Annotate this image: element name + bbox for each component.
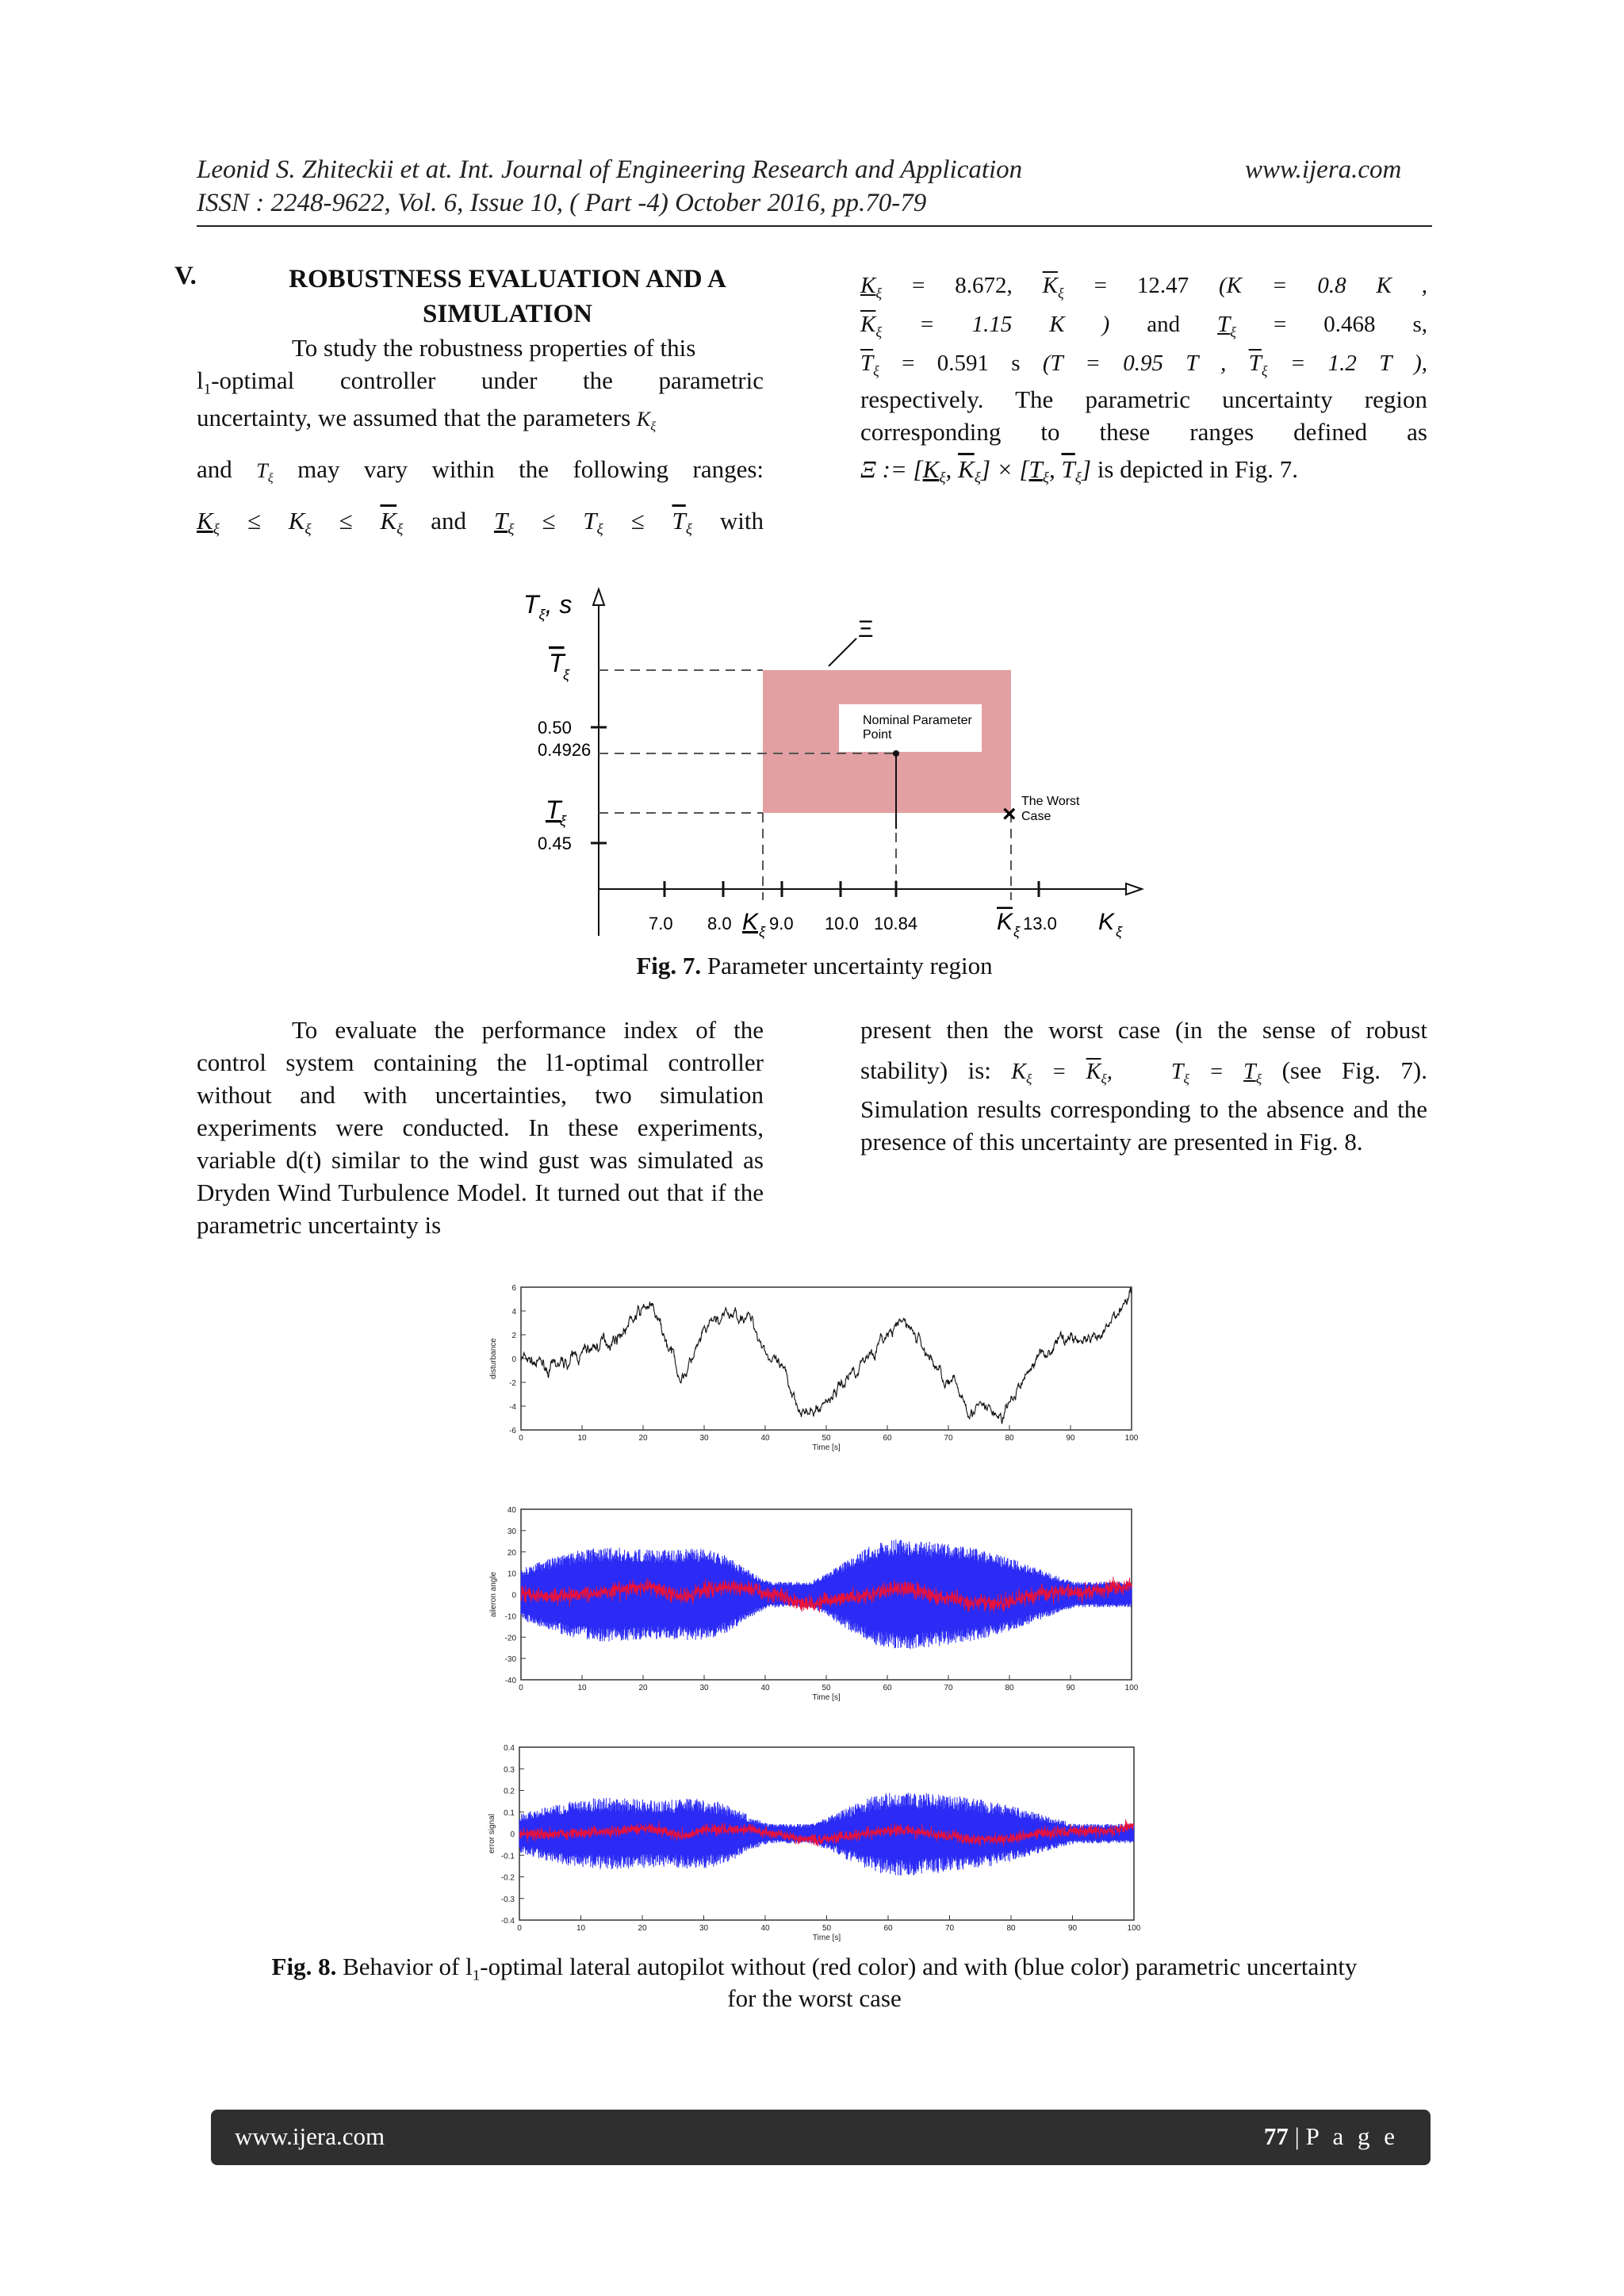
fig7-ytick-050: 0.50 — [538, 718, 572, 738]
y-tick-label: 30 — [507, 1527, 516, 1536]
r-line1: $K_\xi = 8.672$, $\overline{K}_\xi = 12.47$ (K = 0.8 K , — [860, 273, 1428, 301]
y-axis-label: aileron angle — [489, 1571, 498, 1618]
svg-text:ξ: ξ — [563, 667, 570, 683]
x-tick-label: 70 — [944, 1434, 953, 1443]
fig7-y-label: $T_\xi$, s — [523, 590, 573, 623]
x-tick-label: 10 — [577, 1434, 587, 1443]
fig7-xtick-kmax: K — [997, 909, 1013, 935]
y-tick-label: -30 — [504, 1655, 516, 1665]
y-tick-label: -20 — [504, 1634, 516, 1643]
r2-rest: Simulation results corresponding to the absence and the presence of this uncertainty are presented in Fig. 8. — [860, 1095, 1427, 1156]
y-tick-label: -10 — [504, 1612, 516, 1622]
fig7-worst-label-2: Case — [1021, 810, 1051, 823]
fig7-nominal-label-2: Point — [863, 728, 892, 742]
y-tick-label: 0.3 — [504, 1765, 515, 1775]
fig7-worst-label-1: The Worst — [1021, 795, 1080, 808]
p1-line3: uncertainty, we assumed that the parameters $K_\xi$ — [197, 404, 657, 434]
fig7-nominal-point — [893, 750, 899, 757]
x-axis-label: Time [s] — [812, 1934, 841, 1942]
x-tick-label: 40 — [760, 1684, 770, 1692]
y-tick-label: -0.3 — [500, 1895, 515, 1904]
x-tick-label: 20 — [638, 1684, 648, 1692]
y-tick-label: -0.1 — [500, 1852, 515, 1861]
section-title-line1: ROBUSTNESS EVALUATION AND A — [289, 265, 726, 293]
r-line3: $\overline{T}_\xi = 0.591$ s (T = 0.95 T , $\overline{T}_\xi = 1.2$ T ), — [860, 351, 1427, 379]
x-tick-label: 30 — [699, 1684, 709, 1692]
fig7-xtick-9: 9.0 — [769, 914, 794, 933]
y-tick-label: 10 — [507, 1570, 516, 1579]
x-tick-label: 100 — [1127, 1924, 1141, 1933]
x-tick-label: 70 — [944, 1684, 953, 1692]
x-tick-label: 100 — [1124, 1434, 1139, 1443]
x-tick-label: 80 — [1005, 1434, 1014, 1443]
fig7-caption: Fig. 7. Parameter uncertainty region — [636, 952, 993, 979]
fig7-xtick-10: 10.0 — [825, 914, 859, 933]
x-tick-label: 30 — [699, 1924, 709, 1933]
header-journal: Leonid S. Zhiteckii et at. Int. Journal of Engineering Research and Application — [197, 155, 1023, 184]
y-tick-label: 2 — [511, 1332, 516, 1340]
x-axis-label: Time [s] — [812, 1443, 841, 1452]
svg-text:ξ: ξ — [1116, 924, 1123, 940]
r-line4: respectively. The parametric uncertainty region — [860, 385, 1427, 413]
x-axis-label: Time [s] — [812, 1693, 841, 1702]
fig7-x-arrow — [1126, 884, 1142, 895]
footer-page: 77 | P a g e — [1263, 2122, 1399, 2150]
y-tick-label: -0.4 — [500, 1917, 515, 1926]
fig7-xtick-13: 13.0 — [1023, 914, 1057, 933]
section-number: V. — [174, 262, 197, 290]
y-tick-label: 6 — [511, 1284, 516, 1293]
x-tick-label: 0 — [519, 1684, 523, 1692]
x-tick-label: 80 — [1006, 1924, 1016, 1933]
section-title — [238, 262, 777, 332]
r-line2: $\overline{K}_\xi = 1.15$ K ) and $T_\xi = 0.468$ s, — [860, 312, 1428, 340]
header-issn: ISSN : 2248-9622, Vol. 6, Issue 10, ( Part -4) October 2016, pp.70-79 — [197, 189, 927, 217]
y-tick-label: 4 — [511, 1308, 516, 1317]
x-tick-label: 80 — [1005, 1684, 1014, 1692]
svg-text:ξ: ξ — [1013, 924, 1021, 940]
right-paragraph-2 — [860, 1014, 1427, 1158]
x-tick-label: 40 — [760, 1924, 770, 1933]
x-tick-label: 60 — [883, 1434, 892, 1443]
fig7-xi-label: Ξ — [858, 616, 874, 642]
fig8-panel-error — [480, 1741, 1146, 1955]
x-tick-label: 0 — [517, 1924, 522, 1933]
x-tick-label: 40 — [760, 1434, 770, 1443]
plot-frame — [521, 1287, 1132, 1430]
x-tick-label: 20 — [638, 1434, 648, 1443]
x-tick-label: 10 — [577, 1684, 587, 1692]
header-rule — [197, 225, 1432, 227]
y-tick-label: -2 — [509, 1379, 516, 1388]
x-tick-label: 90 — [1066, 1434, 1075, 1443]
x-tick-label: 90 — [1067, 1924, 1078, 1933]
x-tick-label: 60 — [883, 1924, 893, 1933]
y-tick-label: 0 — [511, 1355, 516, 1364]
fig7-xtick-7: 7.0 — [649, 914, 673, 933]
y-tick-label: 0.4 — [504, 1744, 515, 1753]
left-paragraph-2 — [197, 1014, 764, 1241]
footer-url: www.ijera.com — [235, 2122, 385, 2150]
x-tick-label: 50 — [822, 1684, 831, 1692]
y-axis-label: disturbance — [489, 1338, 498, 1379]
fig7-nominal-label-box — [839, 704, 982, 752]
r2-line1: present then the worst case (in the sense of robust — [860, 1016, 1427, 1044]
fig7-xtick-1084: 10.84 — [874, 914, 918, 933]
x-tick-label: 90 — [1066, 1684, 1075, 1692]
y-tick-label: -4 — [509, 1403, 516, 1412]
x-tick-label: 30 — [699, 1434, 709, 1443]
y-tick-label: -0.2 — [500, 1873, 515, 1883]
fig7-nominal-label-1: Nominal Parameter — [863, 714, 972, 727]
fig7-y-arrow — [593, 589, 604, 605]
r-line5: corresponding to these ranges defined as — [860, 418, 1427, 446]
fig7-ytick-04926: 0.4926 — [538, 740, 592, 760]
y-tick-label: -6 — [509, 1427, 516, 1435]
r-line6: Ξ := [$K_\xi$, $\overline{K}_\xi] \times [T_\xi$, $\overline{T}_\xi$] is depicted in Fig. 7. — [860, 455, 1298, 487]
x-tick-label: 0 — [519, 1434, 523, 1443]
x-tick-label: 50 — [822, 1924, 832, 1933]
y-tick-label: 20 — [507, 1548, 516, 1558]
r2-line2: stability) is: $K_\xi = \overline{K}_\xi$, $T_\xi = T_\xi$ (see Fig. 7). — [860, 1056, 1427, 1087]
left-paragraph-1 — [197, 332, 764, 537]
fig7-ytick-tmax: T — [549, 649, 565, 677]
fig7-ytick-tmin: T — [546, 795, 561, 824]
p1-line4: and $T_\xi$ may vary within the following ranges: — [197, 455, 764, 485]
fig7-xtick-kmin: K — [742, 909, 759, 935]
right-paragraph-1 — [860, 270, 1427, 485]
svg-text:ξ: ξ — [759, 924, 766, 940]
header-url: www.ijera.com — [1245, 155, 1402, 184]
footer-bar — [211, 2110, 1431, 2165]
fig7-x-label: K — [1098, 909, 1115, 935]
y-tick-label: 0.2 — [504, 1787, 515, 1796]
fig8-panel-disturbance — [485, 1281, 1143, 1467]
x-tick-label: 60 — [883, 1684, 892, 1692]
y-tick-label: 0 — [510, 1830, 515, 1839]
p2-text: To evaluate the performance index of the control system containing the l1-optimal controller without and with uncertainties, two simulation experiments were conducted. In these experiments, variable d(t) similar to the wind gust was simulated as Dryden Wind Turbulence Model. It turned out that if the parametric uncertainty is — [197, 1016, 764, 1239]
section-title-line2: SIMULATION — [423, 300, 592, 328]
y-tick-label: -40 — [504, 1677, 516, 1685]
p1-line5: $K_\xi \le K_\xi \le \overline{K}_\xi$ and $T_\xi \le T_\xi \le \overline{T}_\xi$ with — [197, 507, 764, 539]
y-tick-label: 0 — [511, 1591, 516, 1600]
fig7-xtick-8: 8.0 — [707, 914, 732, 933]
x-tick-label: 10 — [576, 1924, 586, 1933]
fig8-panel-aileron — [485, 1503, 1143, 1717]
fig7-ytick-045: 0.45 — [538, 834, 572, 853]
y-tick-label: 0.1 — [504, 1808, 515, 1818]
x-tick-label: 70 — [944, 1924, 955, 1933]
x-tick-label: 20 — [638, 1924, 647, 1933]
p1-line2: $l_1$-optimal controller under the parametric — [197, 366, 764, 398]
fig7-xi-pointer — [829, 638, 856, 666]
fig7-uncertainty-region — [508, 583, 1158, 948]
x-tick-label: 50 — [822, 1434, 831, 1443]
y-axis-label: error signal — [488, 1813, 496, 1854]
p1-line1: To study the robustness properties of this — [292, 334, 696, 362]
y-tick-label: 40 — [507, 1506, 516, 1515]
fig8-caption: Fig. 8. Behavior of $l_1$-optimal lateral autopilot without (red color) and with (blue color) parametric uncertainty for the worst case — [271, 1953, 1358, 2012]
svg-text:ξ: ξ — [560, 813, 567, 829]
fig7-worst-marker: × — [1002, 801, 1017, 827]
x-tick-label: 100 — [1124, 1684, 1139, 1692]
